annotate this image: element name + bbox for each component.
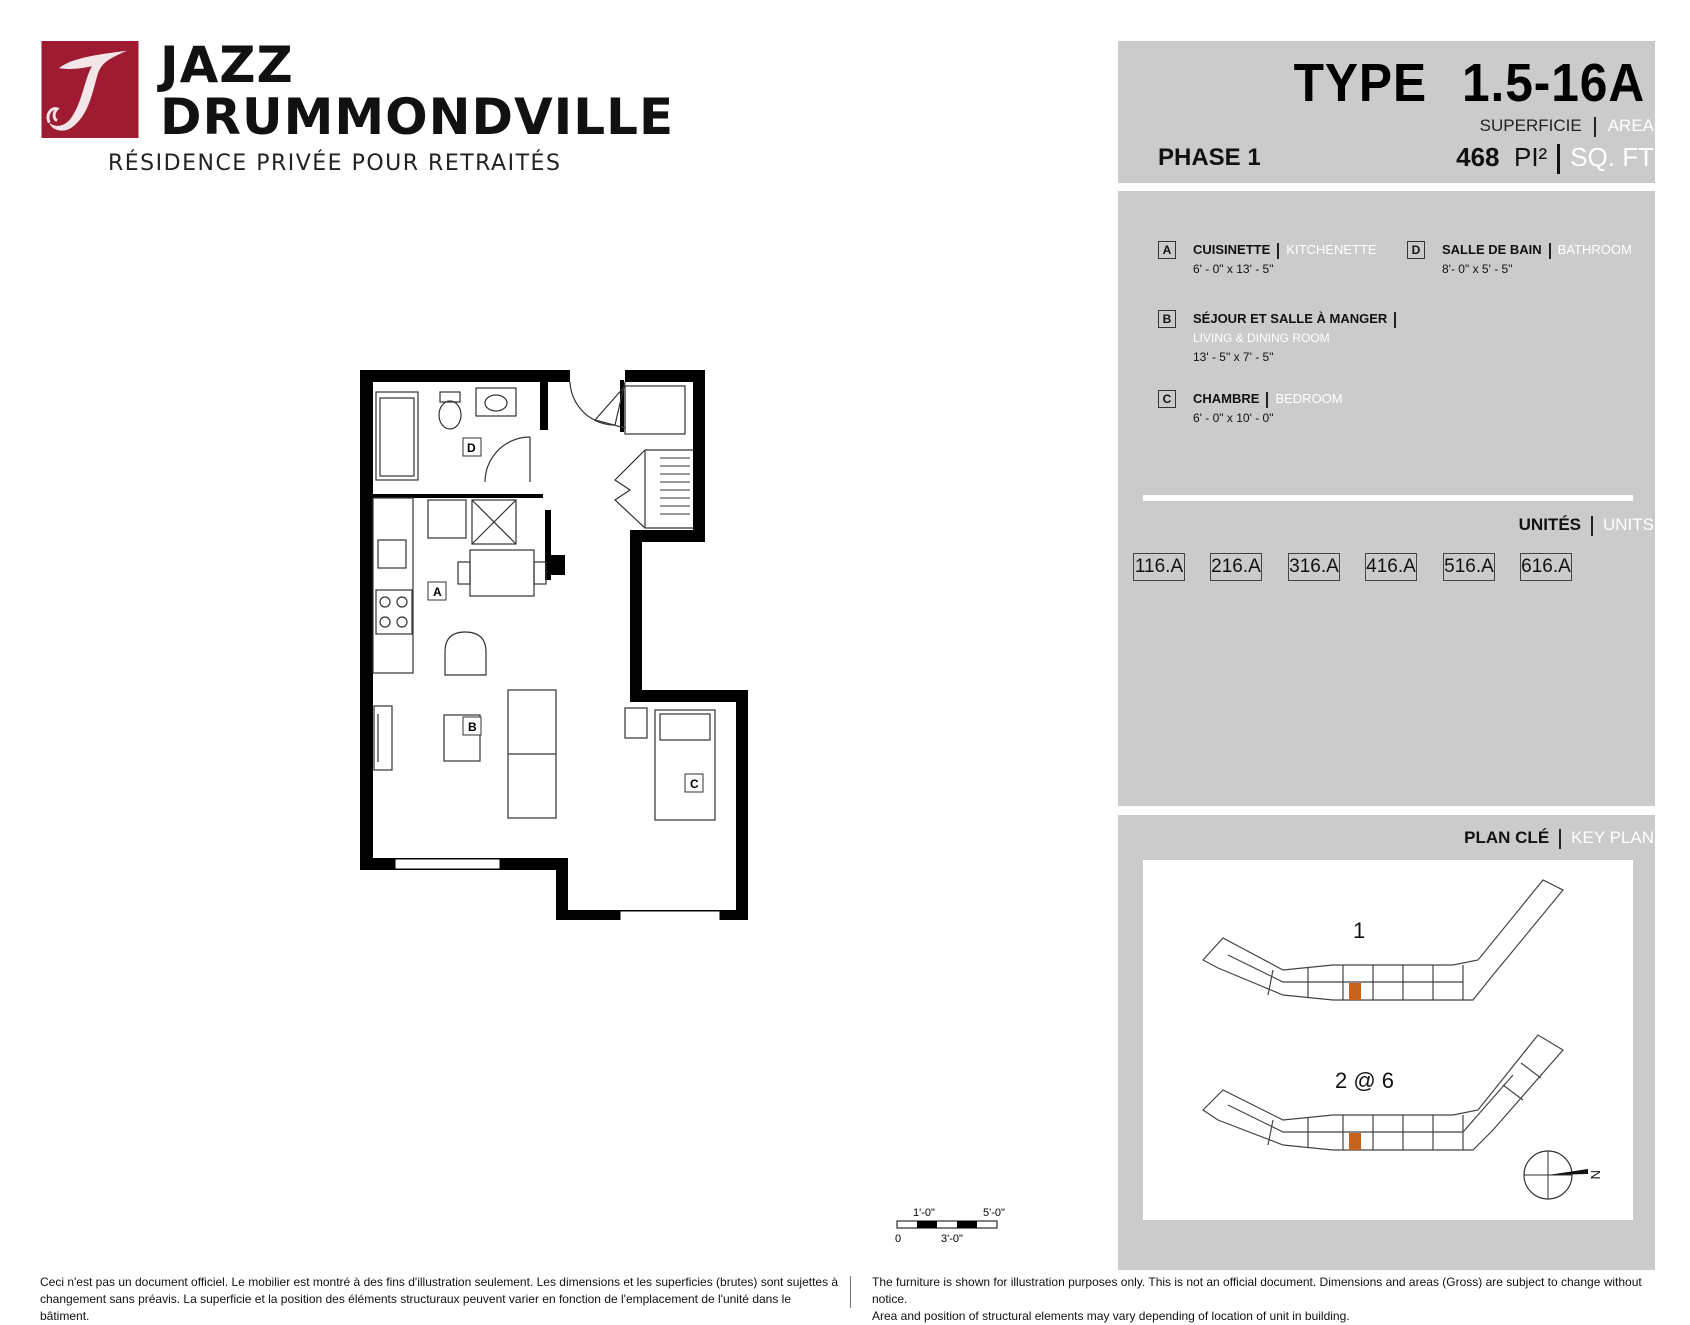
plan-label-d: D <box>467 441 476 455</box>
footer-en-line1: The furniture is shown for illustration purposes only. This is not an official document. Dimensions and areas (Gross) are subject to change without notice. <box>872 1275 1642 1306</box>
scale-top-right: 5'-0" <box>983 1207 1005 1219</box>
unit-416a[interactable]: 416.A <box>1365 553 1417 581</box>
room-entry-b <box>1158 310 1408 370</box>
room-dimensions: 6' - 0" x 10' - 0" <box>1193 411 1274 425</box>
key-plan-title <box>1464 828 1654 849</box>
plan-room-keys <box>428 438 703 792</box>
footer-disclaimer-en <box>872 1274 1662 1325</box>
bathroom-fixtures <box>376 388 530 482</box>
room-entry-a <box>1158 241 1408 281</box>
unit-216a[interactable]: 216.A <box>1210 553 1262 581</box>
footer-en-line2: Area and position of structural elements may vary depending of location of unit in building. <box>872 1309 1350 1323</box>
floor-1-label: 1 <box>1353 918 1366 943</box>
footer-fr-line1: Ceci n'est pas un document officiel. Le mobilier est montré à des fins d'illustration seulement. Les dimensions et les superficies (brutes) sont sujettes à <box>40 1275 839 1289</box>
area-label <box>1480 116 1654 137</box>
jazz-logo-emblem <box>40 41 140 138</box>
units-title <box>1519 515 1654 536</box>
brand-tagline: RÉSIDENCE PRIVÉE POUR RETRAITÉS <box>108 151 562 176</box>
room-name <box>1193 390 1343 408</box>
room-key: A <box>1158 241 1176 259</box>
bedroom-furniture <box>625 708 715 820</box>
room-name-en: KITCHENETTE <box>1286 242 1377 257</box>
unit-516a[interactable]: 516.A <box>1443 553 1495 581</box>
room-key: C <box>1158 390 1176 408</box>
brand-name-line2: DRUMMONDVILLE <box>160 88 675 146</box>
room-dimensions: 6' - 0" x 13' - 5" <box>1193 262 1274 276</box>
area-unit-fr: PI² <box>1513 142 1548 172</box>
plan-label-b: B <box>468 720 477 734</box>
key-plan-title-fr: PLAN CLÉ <box>1464 828 1550 847</box>
phase-label: PHASE 1 <box>1158 144 1261 171</box>
room-dimensions: 13' - 5" x 7' - 5" <box>1193 350 1274 364</box>
plan-label-a: A <box>433 585 442 599</box>
units-title-fr: UNITÉS <box>1518 515 1581 534</box>
room-dimensions: 8'- 0" x 5' - 5" <box>1442 262 1513 276</box>
room-name-fr: CUISINETTE <box>1193 242 1271 257</box>
closet-shelving <box>660 458 690 514</box>
floor-2-6-unit-highlight <box>1349 1133 1361 1150</box>
key-plan-drawing <box>1143 860 1633 1220</box>
room-name-en: LIVING & DINING ROOM <box>1193 331 1330 345</box>
unit-116a[interactable]: 116.A <box>1133 553 1185 581</box>
scale-bottom-mid: 3'-0" <box>941 1233 963 1245</box>
room-key: B <box>1158 310 1176 328</box>
scale-bar <box>895 1206 1015 1256</box>
plan-label-c: C <box>690 777 699 791</box>
footer-divider <box>850 1276 851 1308</box>
room-name-en: BATHROOM <box>1557 242 1632 257</box>
footer-fr-line2: changement sans préavis. La superficie et la position des éléments structuraux peuvent varier en fonction de l'emplacement de l'unité dans le bâtiment. <box>40 1292 792 1323</box>
room-name <box>1193 310 1403 328</box>
dining-set <box>458 550 546 596</box>
type-word: TYPE <box>1293 53 1427 113</box>
room-name-fr: SÉJOUR ET SALLE À MANGER <box>1193 311 1388 326</box>
scale-top-left: 1'-0" <box>913 1207 935 1219</box>
units-title-en: UNITS <box>1603 515 1654 534</box>
room-name-fr: CHAMBRE <box>1193 391 1260 406</box>
floor-2-6-label: 2 @ 6 <box>1335 1068 1395 1093</box>
area-number: 468 <box>1456 142 1500 172</box>
room-name-en: BEDROOM <box>1275 391 1343 406</box>
room-name <box>1193 241 1377 259</box>
floor-1-unit-highlight <box>1349 983 1361 1000</box>
room-entry-d <box>1407 241 1647 281</box>
room-name-fr: SALLE DE BAIN <box>1442 242 1542 257</box>
floor-plan-drawing <box>360 370 770 920</box>
room-name <box>1442 241 1632 259</box>
room-key: D <box>1407 241 1425 259</box>
brand-name-line1: JAZZ <box>160 36 294 94</box>
room-entry-c <box>1158 390 1408 430</box>
north-label: N <box>1588 1170 1603 1180</box>
panel-divider <box>1143 495 1633 501</box>
key-plan-title-en: KEY PLAN <box>1571 828 1654 847</box>
area-unit-en: SQ. FT <box>1570 142 1654 172</box>
area-label-fr: SUPERFICIE <box>1479 116 1582 135</box>
unit-type-title <box>1293 52 1645 114</box>
scale-bottom-left: 0 <box>895 1233 902 1245</box>
unit-616a[interactable]: 616.A <box>1520 553 1572 581</box>
area-value <box>1456 142 1654 174</box>
unit-316a[interactable]: 316.A <box>1288 553 1340 581</box>
footer-disclaimer-fr <box>40 1274 840 1325</box>
area-label-en: AREA <box>1607 116 1654 135</box>
type-code: 1.5-16A <box>1461 53 1645 113</box>
